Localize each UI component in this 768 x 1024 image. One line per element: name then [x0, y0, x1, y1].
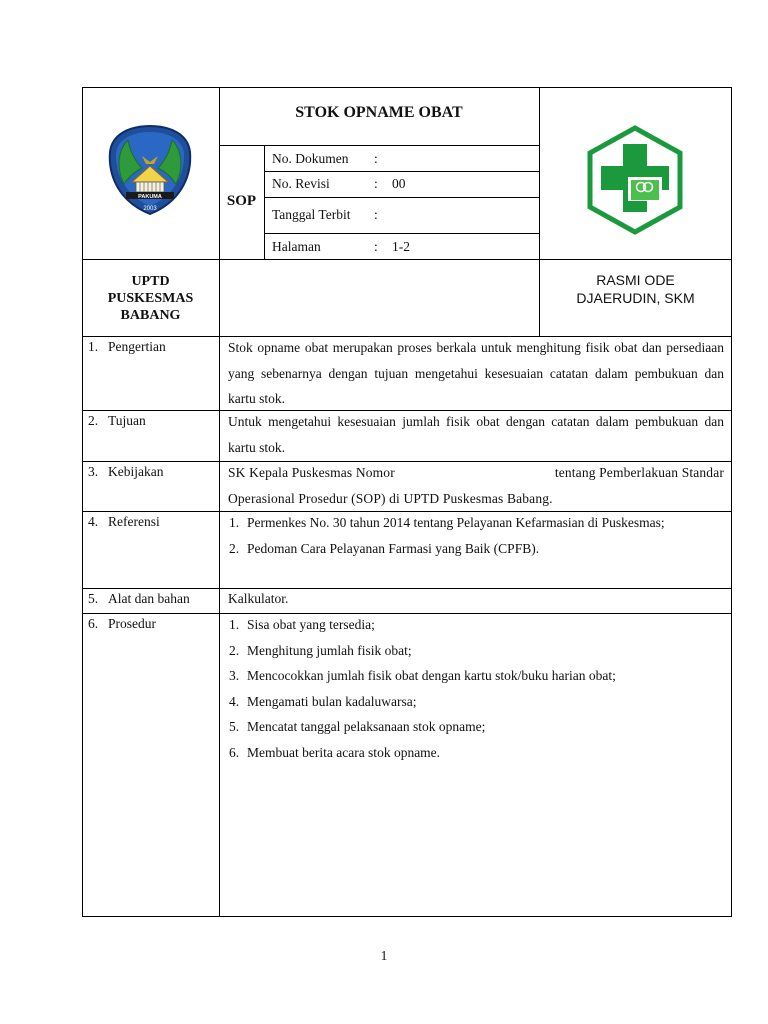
signer-name-line: DJAERUDIN, SKM: [576, 290, 695, 306]
prosedur-list: [229, 612, 724, 765]
section-number: 2.: [88, 413, 99, 428]
divider: [264, 171, 539, 172]
list-item: 2. Menghitung jumlah fisik obat;: [229, 642, 412, 658]
section-text-kebijakan: [228, 460, 724, 511]
page-number: 1: [380, 948, 388, 963]
divider: [82, 588, 732, 589]
section-label-alat-dan-bahan: Alat dan bahan: [108, 591, 190, 606]
list-item: 6. Membuat berita acara stok opname.: [229, 744, 441, 760]
divider: [219, 87, 220, 917]
section-number: 4.: [88, 514, 99, 529]
section-number: 3.: [88, 464, 99, 479]
list-item: 1. Permenkes No. 30 tahun 2014 tentang Pelayanan Kefarmasian di Puskesmas;: [229, 515, 665, 530]
section-text-alat: Kalkulator.: [228, 591, 289, 606]
divider: [264, 197, 539, 198]
referensi-list: [229, 510, 724, 561]
meta-separator: :: [374, 239, 378, 254]
list-item: 2. Pedoman Cara Pelayanan Farmasi yang Baik (CPFB).: [229, 540, 540, 556]
section-number: 6.: [88, 616, 99, 631]
divider: [264, 233, 539, 234]
list-item: 1. Sisa obat yang tersedia;: [229, 617, 375, 632]
kebijakan-text-part: SK Kepala Puskesmas Nomor: [228, 465, 395, 480]
section-label-referensi: Referensi: [108, 514, 160, 529]
kebijakan-text-part: tentang Pemberlakuan Standar: [554, 465, 724, 480]
section-label-pengertian: Pengertian: [108, 339, 166, 354]
list-item: 5. Mencatat tanggal pelaksanaan stok opname;: [229, 719, 486, 734]
section-number: 5.: [88, 591, 99, 606]
list-item: 4. Mengamati bulan kadaluwarsa;: [229, 693, 417, 709]
meta-separator: :: [374, 151, 378, 166]
kebijakan-line: [228, 460, 724, 486]
meta-label-tanggal-terbit: Tanggal Terbit: [272, 207, 351, 222]
regency-emblem-logo: [104, 122, 196, 217]
meta-value-halaman: 1-2: [392, 239, 410, 254]
divider: [264, 145, 265, 259]
svg-text:PAKUMA: PAKUMA: [138, 194, 162, 200]
svg-text:2003: 2003: [143, 206, 157, 212]
section-label-kebijakan: Kebijakan: [108, 464, 164, 479]
section-label-prosedur: Prosedur: [108, 616, 156, 631]
signer-name: [539, 271, 732, 307]
organization-name-line: BABANG: [120, 308, 181, 323]
meta-label-no-revisi: No. Revisi: [272, 176, 330, 191]
section-label-tujuan: Tujuan: [108, 413, 146, 428]
section-text-tujuan: Untuk mengetahui kesesuaian jumlah fisik obat dengan catatan dalam pembukuan dan kartu stok.: [228, 414, 724, 455]
divider: [82, 259, 732, 260]
meta-separator: :: [374, 207, 378, 222]
section-text-pengertian: Stok opname obat merupakan proses berkala untuk menghitung fisik obat dan persediaan yang sebenarnya dengan tujuan mengetahui kesesuaian catatan dalam pembukuan dan kartu stok.: [228, 340, 724, 406]
meta-value-no-revisi: 00: [392, 176, 406, 191]
section-number: 1.: [88, 339, 99, 354]
organization-name-line: PUSKESMAS: [107, 291, 194, 306]
meta-label-no-dokumen: No. Dokumen: [272, 151, 349, 166]
puskesmas-logo: [582, 124, 688, 236]
kebijakan-line: Operasional Prosedur (SOP) di UPTD Puskesmas Babang.: [228, 490, 553, 506]
organization-name-line: UPTD: [131, 274, 170, 289]
meta-label-halaman: Halaman: [272, 239, 321, 254]
meta-separator: :: [374, 176, 378, 191]
organization-name: [82, 273, 219, 324]
divider: [219, 145, 539, 146]
document-title: STOK OPNAME OBAT: [295, 104, 463, 121]
list-item: 3. Mencocokkan jumlah fisik obat dengan kartu stok/buku harian obat;: [229, 668, 616, 683]
signer-name-line: RASMI ODE: [596, 272, 675, 288]
sop-label: SOP: [226, 193, 257, 209]
